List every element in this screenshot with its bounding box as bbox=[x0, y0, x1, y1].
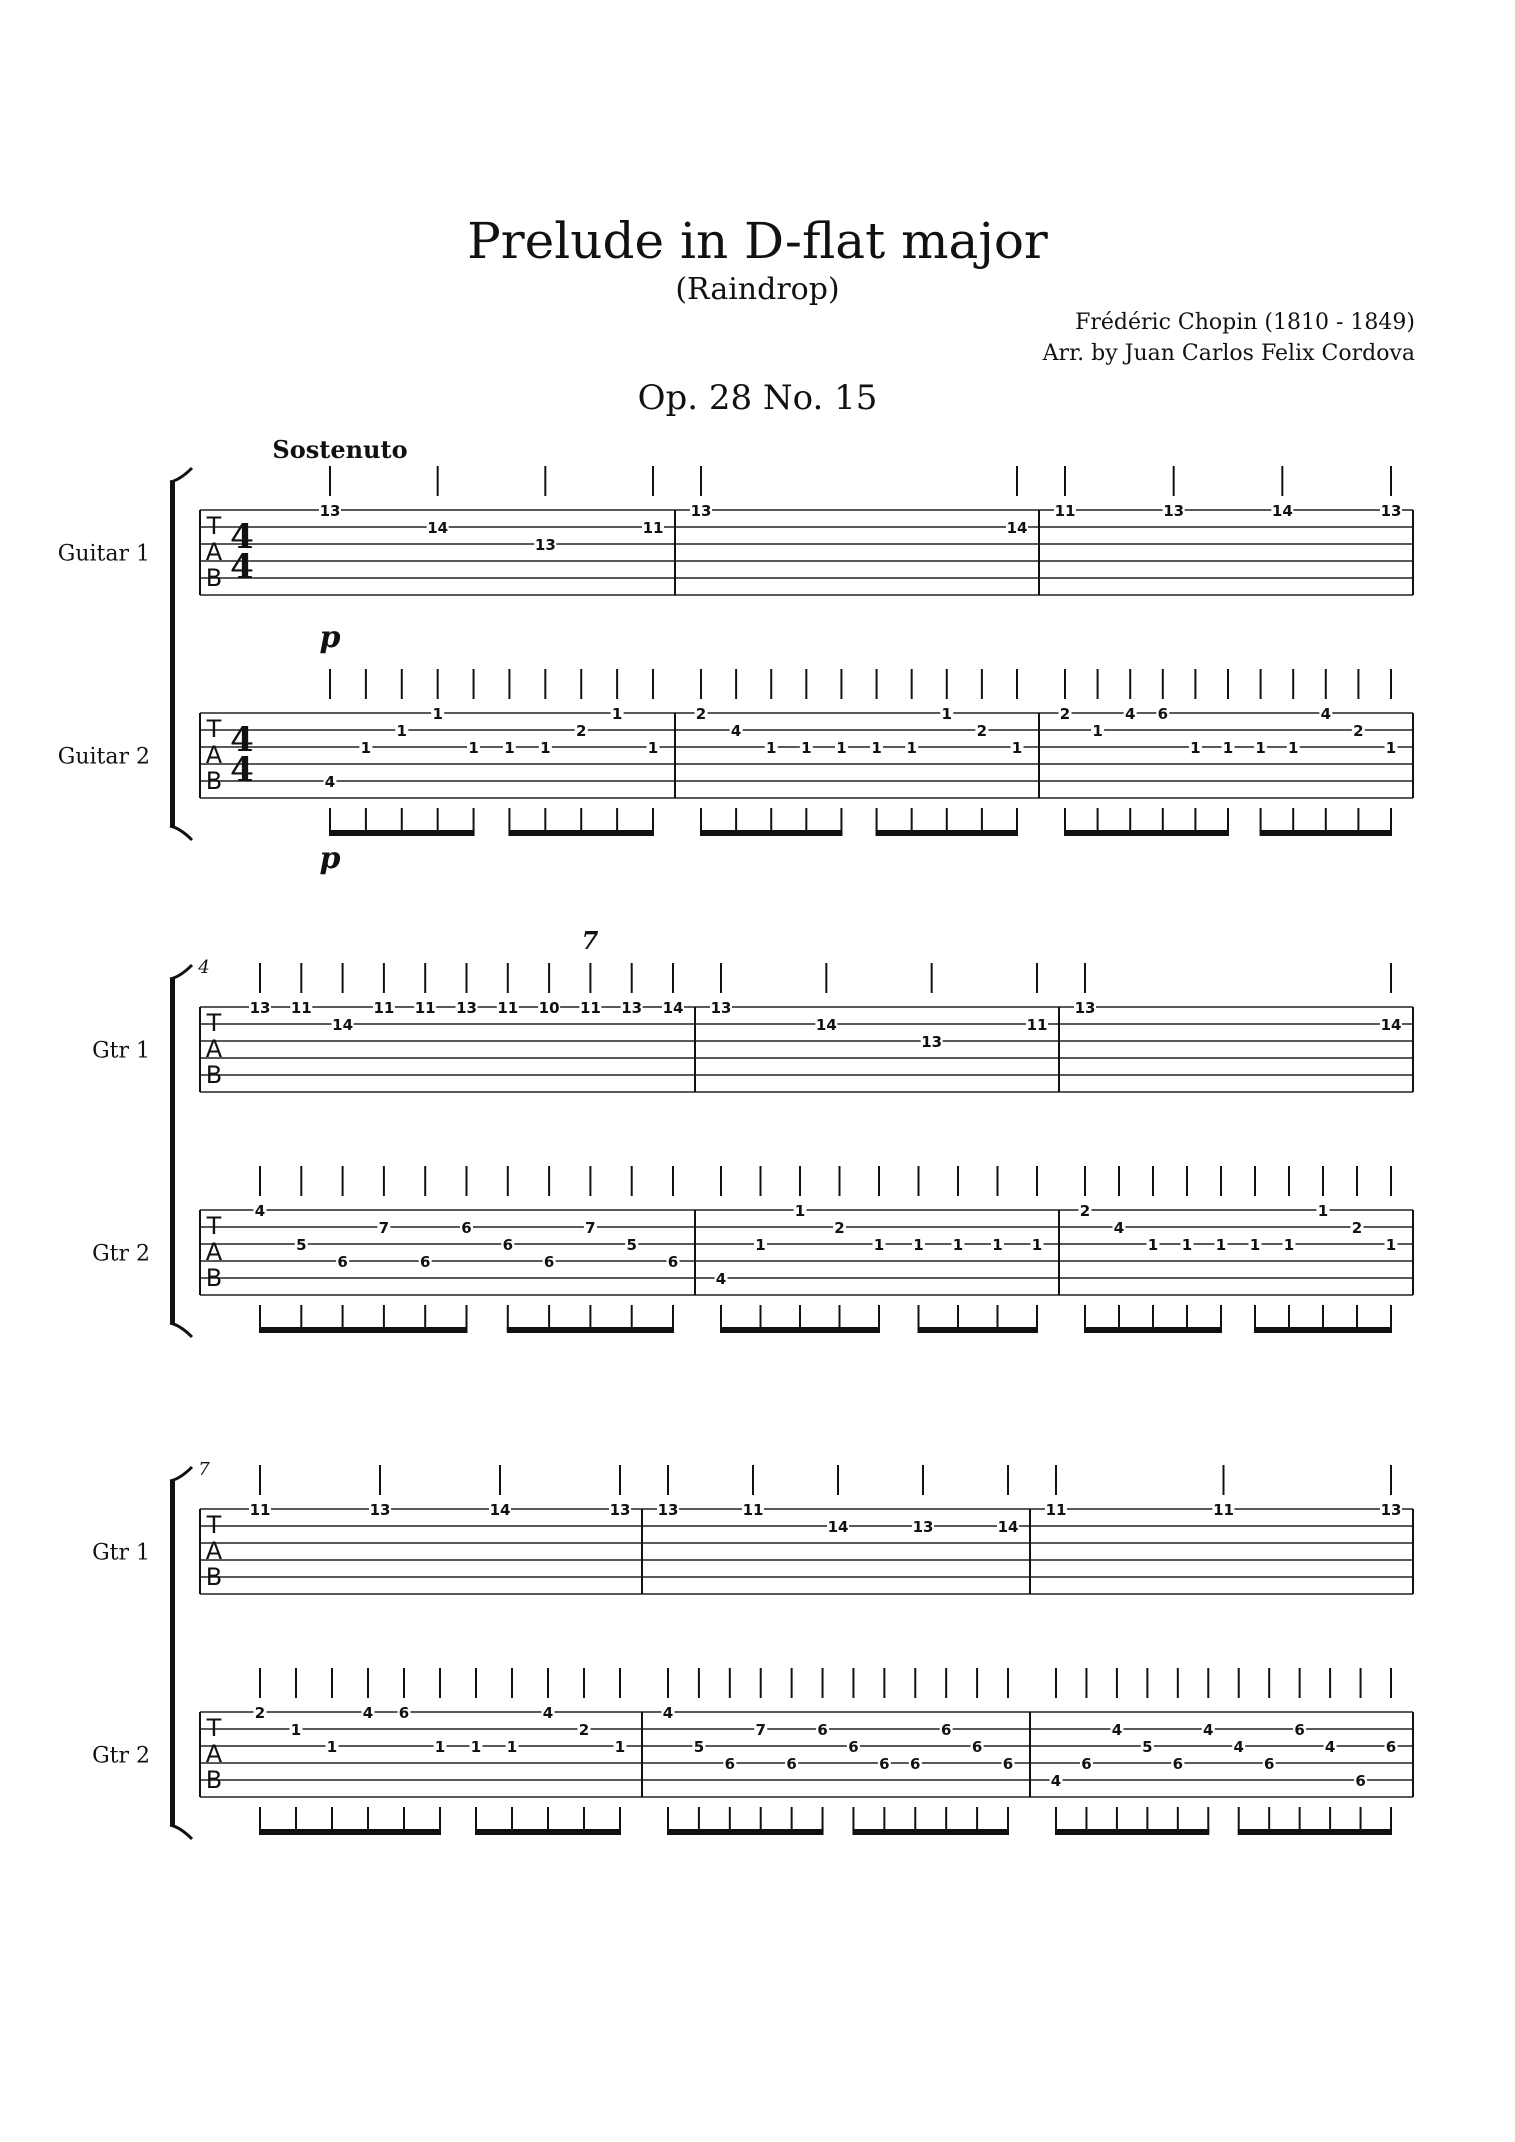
fret-number: 1 bbox=[1385, 1236, 1397, 1254]
fret-number: 2 bbox=[254, 1704, 266, 1722]
fret-number: 13 bbox=[1380, 1501, 1402, 1519]
dynamic-marking: p bbox=[319, 841, 341, 876]
tab-clef-letter: T bbox=[206, 715, 222, 743]
fret-number: 1 bbox=[1190, 739, 1201, 757]
fret-number: 2 bbox=[576, 722, 587, 740]
tempo-marking: Sostenuto bbox=[272, 435, 408, 464]
tuplet-number: 7 bbox=[581, 926, 599, 955]
fret-number: 6 bbox=[724, 1755, 736, 1773]
fret-number: 4 bbox=[324, 773, 336, 791]
tab-clef-letter: A bbox=[205, 538, 223, 566]
fret-number: 13 bbox=[690, 502, 712, 520]
fret-number: 13 bbox=[456, 999, 477, 1017]
fret-number: 1 bbox=[432, 705, 443, 723]
fret-number: 1 bbox=[1249, 1236, 1261, 1254]
fret-number: 1 bbox=[871, 739, 882, 757]
fret-number: 4 bbox=[1320, 705, 1332, 723]
fret-number: 6 bbox=[398, 1704, 410, 1722]
note-beam bbox=[259, 1327, 468, 1333]
fret-number: 1 bbox=[1317, 1202, 1329, 1220]
fret-number: 1 bbox=[1222, 739, 1234, 757]
fret-number: 11 bbox=[414, 999, 436, 1017]
fret-number: 6 bbox=[910, 1755, 921, 1773]
note-beam bbox=[700, 830, 842, 836]
arranger-credit: Arr. by Juan Carlos Felix Cordova bbox=[1042, 341, 1415, 366]
note-beam bbox=[329, 830, 475, 836]
fret-number: 1 bbox=[647, 739, 659, 757]
fret-number: 1 bbox=[470, 1738, 482, 1756]
fret-number: 4 bbox=[730, 722, 742, 740]
fret-number: 1 bbox=[1283, 1236, 1295, 1254]
fret-number: 11 bbox=[1045, 1501, 1067, 1519]
bracket-top-hook bbox=[170, 1467, 192, 1481]
fret-number: 6 bbox=[1294, 1721, 1305, 1739]
fret-number: 13 bbox=[369, 1501, 391, 1519]
fret-number: 14 bbox=[427, 519, 449, 537]
fret-number: 6 bbox=[1355, 1772, 1366, 1790]
fret-number: 14 bbox=[662, 999, 684, 1017]
fret-number: 11 bbox=[579, 999, 601, 1017]
tab-clef-letter: A bbox=[205, 1035, 223, 1063]
note-beam bbox=[876, 830, 1018, 836]
fret-number: 14 bbox=[815, 1016, 837, 1034]
note-beam bbox=[507, 1327, 674, 1333]
fret-number: 2 bbox=[834, 1219, 845, 1237]
fret-number: 11 bbox=[642, 519, 664, 537]
tab-clef-letter: A bbox=[205, 1740, 223, 1768]
fret-number: 4 bbox=[254, 1202, 266, 1220]
fret-number: 11 bbox=[742, 1501, 764, 1519]
fret-number: 7 bbox=[378, 1219, 390, 1237]
fret-number: 6 bbox=[848, 1738, 859, 1756]
fret-number: 2 bbox=[695, 705, 707, 723]
fret-number: 5 bbox=[626, 1236, 637, 1254]
fret-number: 2 bbox=[1353, 722, 1364, 740]
fret-number: 1 bbox=[1287, 739, 1299, 757]
system-bracket bbox=[170, 482, 175, 826]
time-signature-bottom: 4 bbox=[230, 547, 254, 587]
fret-number: 1 bbox=[952, 1236, 964, 1254]
piece-title: Prelude in D-flat major bbox=[467, 212, 1048, 270]
fret-number: 11 bbox=[1054, 502, 1076, 520]
note-beam bbox=[667, 1829, 824, 1835]
tab-clef-letter: A bbox=[205, 1537, 223, 1565]
time-signature-top: 4 bbox=[230, 517, 254, 557]
fret-number: 1 bbox=[504, 739, 515, 757]
fret-number: 1 bbox=[1215, 1236, 1227, 1254]
fret-number: 4 bbox=[662, 1704, 674, 1722]
note-beam bbox=[1084, 1327, 1222, 1333]
fret-number: 1 bbox=[766, 739, 777, 757]
fret-number: 4 bbox=[1113, 1219, 1125, 1237]
fret-number: 11 bbox=[373, 999, 395, 1017]
tab-clef-letter: B bbox=[205, 1264, 223, 1292]
instrument-label: Gtr 1 bbox=[92, 1038, 150, 1064]
fret-number: 1 bbox=[468, 739, 479, 757]
fret-number: 13 bbox=[621, 999, 643, 1017]
bracket-bottom-hook bbox=[170, 1825, 192, 1839]
fret-number: 6 bbox=[940, 1721, 952, 1739]
fret-number: 13 bbox=[657, 1501, 679, 1519]
fret-number: 13 bbox=[249, 999, 271, 1017]
tab-clef-letter: T bbox=[206, 1009, 222, 1037]
fret-number: 13 bbox=[1163, 502, 1185, 520]
fret-number: 2 bbox=[578, 1721, 590, 1739]
fret-number: 13 bbox=[609, 1501, 631, 1519]
time-signature-bottom: 4 bbox=[230, 750, 254, 790]
fret-number: 13 bbox=[710, 999, 732, 1017]
fret-number: 1 bbox=[434, 1738, 446, 1756]
fret-number: 1 bbox=[906, 739, 917, 757]
fret-number: 7 bbox=[585, 1219, 596, 1237]
fret-number: 6 bbox=[971, 1738, 983, 1756]
fret-number: 1 bbox=[614, 1738, 626, 1756]
bracket-bottom-hook bbox=[170, 1323, 192, 1337]
fret-number: 6 bbox=[786, 1755, 797, 1773]
instrument-label: Guitar 2 bbox=[57, 744, 150, 770]
fret-number: 11 bbox=[290, 999, 312, 1017]
fret-number: 6 bbox=[879, 1755, 890, 1773]
instrument-label: Gtr 2 bbox=[92, 1241, 150, 1267]
fret-number: 4 bbox=[362, 1704, 374, 1722]
fret-number: 6 bbox=[1172, 1755, 1184, 1773]
fret-number: 4 bbox=[1124, 705, 1136, 723]
fret-number: 2 bbox=[976, 722, 988, 740]
fret-number: 14 bbox=[997, 1518, 1019, 1536]
fret-number: 14 bbox=[827, 1518, 849, 1536]
bracket-top-hook bbox=[170, 468, 192, 482]
piece-subtitle: (Raindrop) bbox=[675, 272, 840, 307]
fret-number: 11 bbox=[1213, 1501, 1234, 1519]
dynamic-marking: p bbox=[319, 620, 341, 655]
fret-number: 6 bbox=[817, 1721, 828, 1739]
fret-number: 6 bbox=[502, 1236, 514, 1254]
note-beam bbox=[1055, 1829, 1209, 1835]
fret-number: 6 bbox=[419, 1253, 431, 1271]
fret-number: 1 bbox=[396, 722, 407, 740]
fret-number: 5 bbox=[1142, 1738, 1153, 1756]
fret-number: 1 bbox=[941, 705, 952, 723]
measure-number: 7 bbox=[198, 1459, 210, 1480]
fret-number: 5 bbox=[296, 1236, 307, 1254]
fret-number: 13 bbox=[1074, 999, 1096, 1017]
fret-number: 1 bbox=[506, 1738, 518, 1756]
tab-clef-letter: B bbox=[205, 767, 223, 795]
tab-clef-letter: B bbox=[205, 1766, 223, 1794]
fret-number: 14 bbox=[489, 1501, 511, 1519]
fret-number: 1 bbox=[1255, 739, 1266, 757]
fret-number: 1 bbox=[326, 1738, 338, 1756]
time-signature-top: 4 bbox=[230, 720, 254, 760]
fret-number: 1 bbox=[801, 739, 812, 757]
fret-number: 13 bbox=[319, 502, 341, 520]
measure-number: 4 bbox=[198, 957, 210, 978]
fret-number: 6 bbox=[543, 1253, 555, 1271]
fret-number: 6 bbox=[1002, 1755, 1014, 1773]
fret-number: 6 bbox=[1263, 1755, 1275, 1773]
fret-number: 13 bbox=[1380, 502, 1402, 520]
fret-number: 1 bbox=[873, 1236, 885, 1254]
system-bracket bbox=[170, 979, 175, 1323]
fret-number: 6 bbox=[461, 1219, 472, 1237]
fret-number: 4 bbox=[1324, 1738, 1336, 1756]
fret-number: 14 bbox=[1006, 519, 1028, 537]
fret-number: 1 bbox=[611, 705, 623, 723]
tab-clef-letter: B bbox=[205, 1563, 223, 1591]
opus-number: Op. 28 No. 15 bbox=[637, 378, 878, 418]
note-beam bbox=[1260, 830, 1392, 836]
fret-number: 1 bbox=[1031, 1236, 1043, 1254]
fret-number: 1 bbox=[836, 739, 847, 757]
fret-number: 11 bbox=[497, 999, 519, 1017]
fret-number: 6 bbox=[337, 1253, 348, 1271]
fret-number: 1 bbox=[794, 1202, 806, 1220]
fret-number: 1 bbox=[913, 1236, 924, 1254]
note-beam bbox=[852, 1829, 1009, 1835]
fret-number: 4 bbox=[715, 1270, 727, 1288]
fret-number: 1 bbox=[1092, 722, 1103, 740]
tab-clef-letter: B bbox=[205, 1061, 223, 1089]
fret-number: 5 bbox=[693, 1738, 705, 1756]
fret-number: 14 bbox=[1271, 502, 1293, 520]
tab-clef-letter: T bbox=[206, 512, 222, 540]
fret-number: 1 bbox=[1147, 1236, 1159, 1254]
bracket-top-hook bbox=[170, 965, 192, 979]
fret-number: 6 bbox=[667, 1253, 679, 1271]
instrument-label: Gtr 2 bbox=[92, 1743, 150, 1769]
fret-number: 11 bbox=[1026, 1016, 1048, 1034]
fret-number: 4 bbox=[542, 1704, 554, 1722]
note-beam bbox=[720, 1327, 880, 1333]
note-beam bbox=[1238, 1829, 1392, 1835]
fret-number: 10 bbox=[538, 999, 560, 1017]
fret-number: 6 bbox=[1157, 705, 1169, 723]
note-beam bbox=[508, 830, 654, 836]
fret-number: 7 bbox=[755, 1721, 766, 1739]
fret-number: 1 bbox=[992, 1236, 1003, 1254]
fret-number: 2 bbox=[1079, 1202, 1091, 1220]
fret-number: 4 bbox=[1203, 1721, 1214, 1739]
fret-number: 1 bbox=[1011, 739, 1023, 757]
fret-number: 6 bbox=[1081, 1755, 1092, 1773]
tab-clef-letter: A bbox=[205, 1238, 223, 1266]
tab-clef-letter: T bbox=[206, 1511, 222, 1539]
fret-number: 1 bbox=[540, 739, 551, 757]
note-beam bbox=[1254, 1327, 1392, 1333]
fret-number: 13 bbox=[912, 1518, 934, 1536]
instrument-label: Guitar 1 bbox=[57, 541, 150, 567]
fret-number: 11 bbox=[249, 1501, 271, 1519]
fret-number: 14 bbox=[1380, 1016, 1402, 1034]
tab-clef-letter: A bbox=[205, 741, 223, 769]
tab-clef-letter: T bbox=[206, 1714, 222, 1742]
instrument-label: Gtr 1 bbox=[92, 1540, 150, 1566]
fret-number: 1 bbox=[1181, 1236, 1193, 1254]
composer-credit: Frédéric Chopin (1810 - 1849) bbox=[1075, 310, 1415, 335]
note-beam bbox=[259, 1829, 441, 1835]
note-beam bbox=[475, 1829, 621, 1835]
fret-number: 13 bbox=[534, 536, 556, 554]
note-beam bbox=[918, 1327, 1039, 1333]
fret-number: 2 bbox=[1059, 705, 1071, 723]
fret-number: 13 bbox=[921, 1033, 943, 1051]
bracket-bottom-hook bbox=[170, 826, 192, 840]
tab-clef-letter: B bbox=[205, 564, 223, 592]
fret-number: 4 bbox=[1233, 1738, 1244, 1756]
note-beam bbox=[1064, 830, 1229, 836]
fret-number: 1 bbox=[360, 739, 372, 757]
fret-number: 4 bbox=[1111, 1721, 1123, 1739]
system-bracket bbox=[170, 1481, 175, 1825]
fret-number: 1 bbox=[755, 1236, 766, 1254]
fret-number: 6 bbox=[1385, 1738, 1397, 1756]
fret-number: 4 bbox=[1050, 1772, 1062, 1790]
fret-number: 2 bbox=[1351, 1219, 1363, 1237]
fret-number: 1 bbox=[290, 1721, 302, 1739]
fret-number: 1 bbox=[1385, 739, 1397, 757]
tab-clef-letter: T bbox=[206, 1212, 222, 1240]
fret-number: 14 bbox=[332, 1016, 354, 1034]
